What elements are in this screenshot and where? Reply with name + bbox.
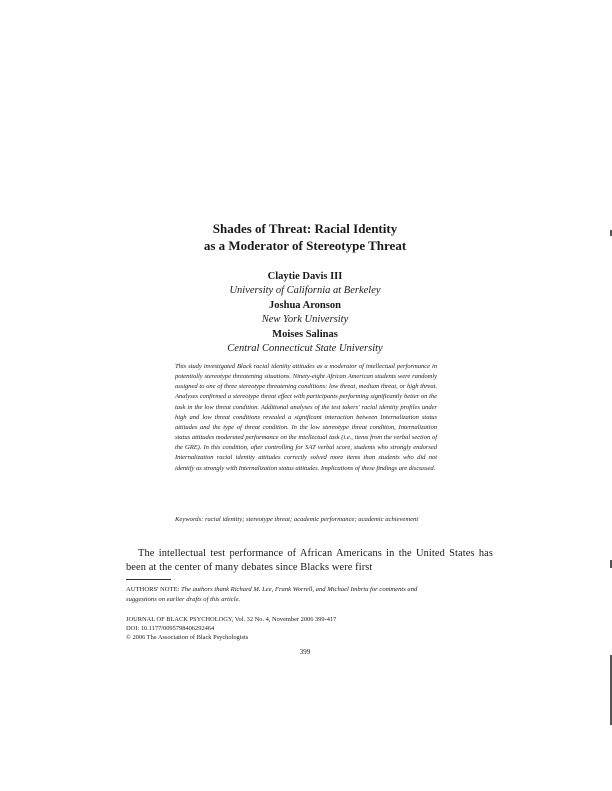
author-list (150, 270, 460, 357)
keywords-text: racial identity; stereotype threat; academic performance; academic achievement (204, 516, 419, 523)
author-affiliation: New York University (261, 314, 349, 325)
author-affiliation: Central Connecticut State University (227, 343, 383, 354)
authors-note-label: AUTHORS' NOTE: (126, 586, 180, 593)
title-line-1: Shades of Threat: Racial Identity (212, 221, 398, 236)
author-name: Joshua Aronson (269, 300, 341, 311)
author-name: Moises Salinas (272, 329, 338, 340)
author-entry (150, 328, 460, 356)
journal-info (126, 615, 426, 642)
body-paragraph: The intellectual test performance of African Americans in the United States has been at the center of many debates since Blacks were first (126, 548, 493, 573)
page-number: 399 (299, 648, 311, 656)
keywords-label: Keywords: (175, 516, 204, 523)
authors-note (126, 585, 426, 604)
title-line-2: as a Moderator of Stereotype Threat (203, 238, 407, 253)
journal-citation: JOURNAL OF BLACK PSYCHOLOGY, Vol. 32 No. 4, November 2006 399-417 (126, 616, 337, 623)
author-entry (150, 299, 460, 327)
footnote-divider (126, 579, 171, 580)
journal-copyright: © 2006 The Association of Black Psychologists (126, 634, 249, 641)
abstract: This study investigated Black racial identity attitudes as a moderator of intellectual performance in potentially stereotype threatening situations. Ninety-eight African American students were randomly assigned to one of three stereotype threatening conditions: low threat, medium threat, or high threat. Analyses confirmed a stereotype threat effect with participants performing significantly better on the task in the low threat condition. Additional analyses of the test takers' racial identity profiles under high and low threat conditions revealed a significant interaction between Internalization status attitudes and the type of threat condition. In the low stereotype threat condition, Internalization status attitudes moderated performance on the intellectual task (i.e., items from the verbal section of the GRE). In this condition, after controlling for SAT verbal score, students who strongly endorsed Internalization racial identity attitudes correctly solved more items than students who did not identify as strongly with Internalization status attitudes. Implications of these findings are discussed. (175, 363, 437, 472)
author-affiliation: University of California at Berkeley (229, 285, 381, 296)
authors-note-text: The authors thank Richard M. Lee, Frank Worrell, and Michael Imbriu for comments and suggestions on earlier drafts of this article. (126, 586, 418, 603)
paper-title (150, 220, 460, 254)
author-name: Claytie Davis III (267, 271, 343, 282)
author-entry (150, 270, 460, 298)
keywords (175, 515, 437, 525)
journal-doi: DOI: 10.1177/0095798406292464 (126, 625, 215, 632)
